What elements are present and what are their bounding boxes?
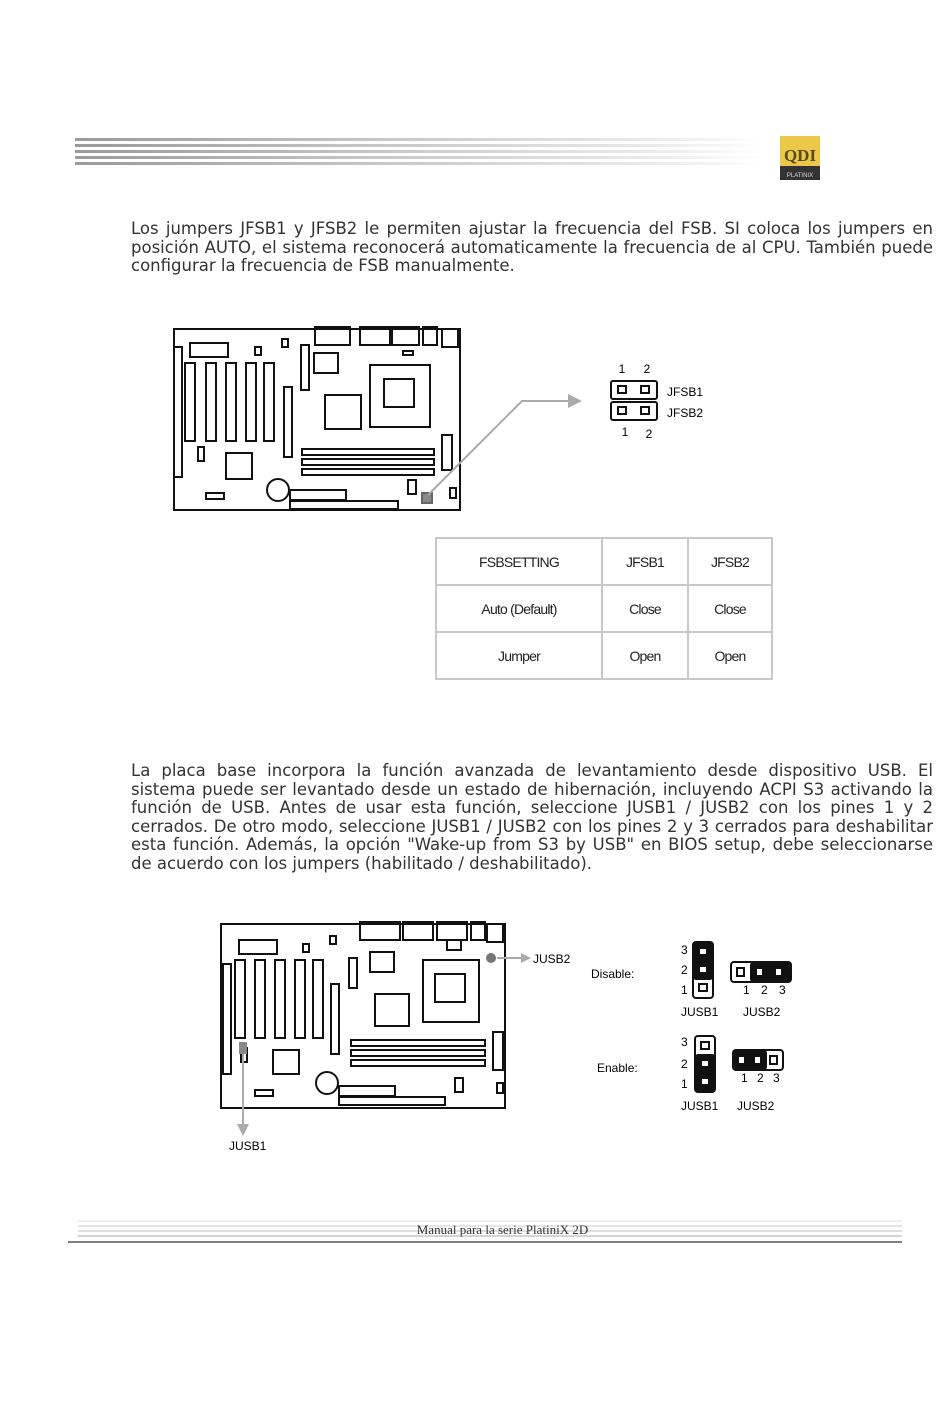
table-header-cell: JFSB2 — [688, 538, 772, 585]
pin-label: 1 — [618, 362, 626, 376]
pin-label: 1 — [741, 1071, 748, 1085]
pin-label: 2 — [681, 1057, 688, 1071]
jfsb2-label: JFSB2 — [667, 406, 704, 420]
jusb2-label: JUSB2 — [743, 1005, 781, 1019]
pin-label: 2 — [757, 1071, 764, 1085]
pin-label: 2 — [643, 362, 651, 376]
table-header-cell: JFSB1 — [602, 538, 688, 585]
jusb2-label: JUSB2 — [737, 1099, 775, 1113]
paragraph-fsb: Los jumpers JFSB1 y JFSB2 le permiten ajustar la frecuencia del FSB. SI coloca los jumpers en posición AUTO, el sistema reconocerá automaticamente la frecuencia de al CPU. También puede configurar la frecuencia de FSB manualmente. — [131, 219, 933, 275]
table-cell: Auto (Default) — [436, 585, 602, 632]
jusb2-pointer-label: JUSB2 — [533, 952, 571, 966]
table-row — [436, 585, 772, 632]
pin-label: 2 — [681, 963, 688, 977]
footer-text: Manual para la serie PlatiniX 2D — [416, 1222, 589, 1237]
paragraph-usb-wakeup: La placa base incorpora la función avanzada de levantamiento desde dispositivo USB. El sistema puede ser levantado desde un estado de hibernación, incluyendo ACPI S3 activando la función de USB. Antes de usar esta función, seleccione JUSB1 / JUSB2 con los pines 1 y 2 cerrados. De otro modo, seleccione JUSB1 / JUSB2 con los pines 2 y 3 cerrados para deshabilitar esta función. Además, la opción "Wake-up from S3 by USB" en BIOS setup, debe seleccionarse de acuerdo con los jumpers (habilitado / deshabilitado). — [131, 761, 933, 873]
pin-label: 3 — [779, 983, 786, 997]
jusb1-pointer-label: JUSB1 — [229, 1139, 267, 1153]
enable-label: Enable: — [597, 1061, 638, 1075]
motherboard-diagram-fsb — [170, 325, 730, 515]
pin-label: 1 — [681, 1077, 688, 1091]
pin-label: 3 — [681, 943, 688, 957]
fsb-settings-table — [435, 537, 773, 680]
motherboard-diagram-usb — [215, 918, 805, 1158]
jusb1-label: JUSB1 — [681, 1099, 719, 1113]
table-cell: Close — [688, 585, 772, 632]
header-rule — [75, 138, 765, 168]
table-cell: Open — [602, 632, 688, 679]
svg-text:PLATINIX: PLATINIX — [786, 173, 814, 179]
jusb1-label: JUSB1 — [681, 1005, 719, 1019]
pin-label: 1 — [743, 983, 750, 997]
pin-label: 2 — [645, 427, 653, 441]
table-cell: Jumper — [436, 632, 602, 679]
pin-label: 3 — [773, 1071, 780, 1085]
table-header-cell: FSBSETTING — [436, 538, 602, 585]
table-row — [436, 632, 772, 679]
table-cell: Close — [602, 585, 688, 632]
qdi-logo — [780, 136, 820, 180]
pin-label: 1 — [681, 983, 688, 997]
disable-label: Disable: — [591, 967, 635, 981]
svg-text:QDI: QDI — [783, 146, 817, 165]
jfsb1-label: JFSB1 — [667, 385, 704, 399]
table-row — [436, 538, 772, 585]
pin-label: 3 — [681, 1035, 688, 1049]
pin-label: 2 — [761, 983, 768, 997]
pin-label: 1 — [621, 425, 629, 439]
table-cell: Open — [688, 632, 772, 679]
